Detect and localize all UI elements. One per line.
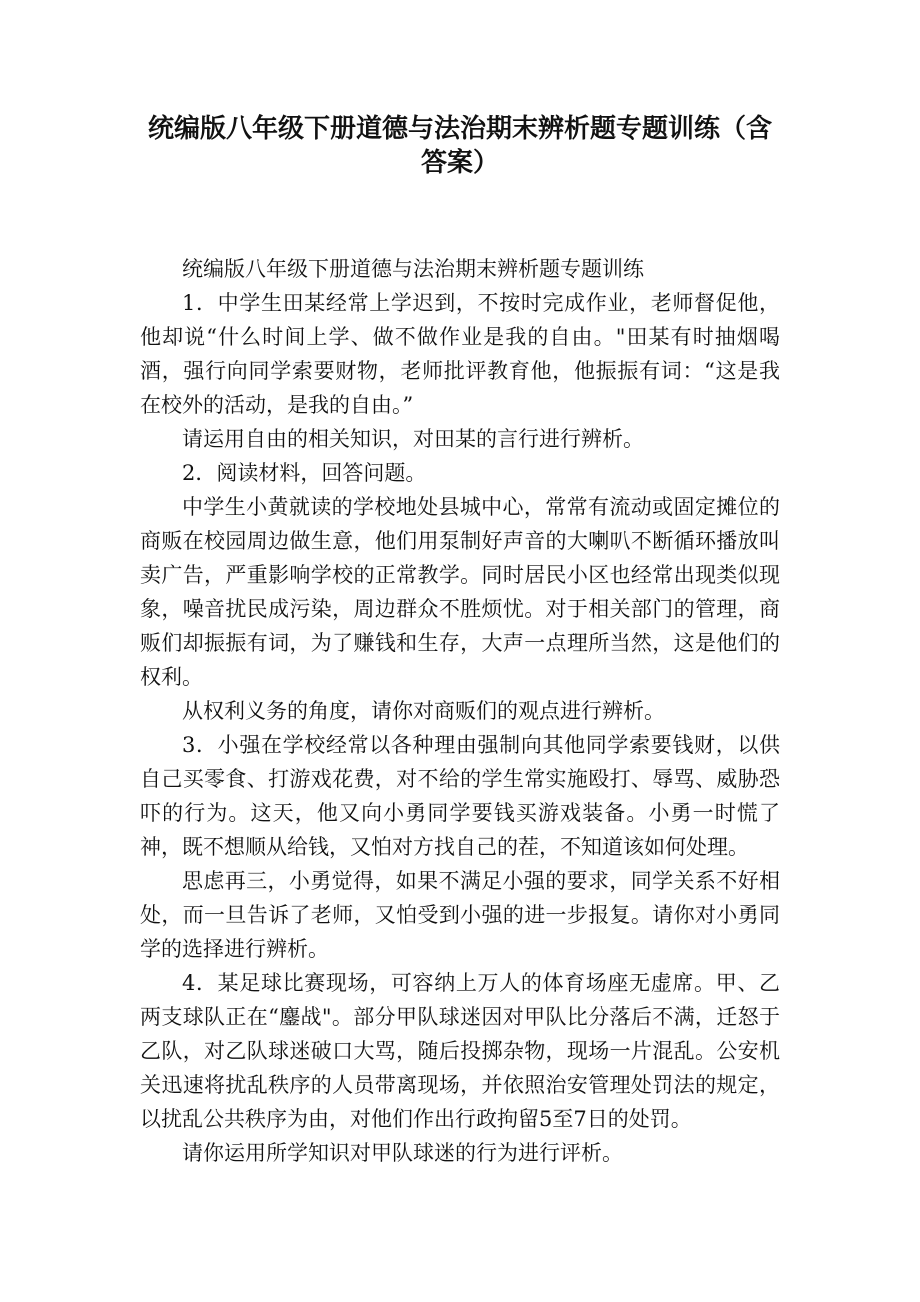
question-1-prompt: 请运用自由的相关知识，对田某的言行进行辨析。	[182, 427, 644, 451]
question-3-prompt: 思虑再三，小勇觉得，如果不满足小强的要求，同学关系不好相处，而一旦告诉了老师，又怕受到小强的进一步报复。请你对小勇同学的选择进行辨析。	[140, 869, 780, 961]
question-4-prompt: 请你运用所学知识对甲队球迷的行为进行评析。	[182, 1141, 623, 1165]
subtitle-paragraph: 统编版八年级下册道德与法治期末辨析题专题训练	[182, 257, 644, 281]
document-body	[140, 252, 780, 1170]
question-4-paragraph: 4．某足球比赛现场，可容纳上万人的体育场座无虚席。甲、乙两支球队正在“鏖战"。部分甲队球迷因对甲队比分落后不满，迁怒于乙队，对乙队球迷破口大骂，随后投掷杂物，现场一片混乱。公安机关迅速将扰乱秩序的人员带离现场，并依照治安管理处罚法的规定，以扰乱公共秩序为由，对他们作出行政拘留5至7日的处罚。	[140, 971, 780, 1131]
question-1-paragraph: 1．中学生田某经常上学迟到，不按时完成作业，老师督促他，他却说“什么时间上学、做不做作业是我的自由。"田某有时抽烟喝酒，强行向同学索要财物，老师批评教育他，他振振有词：“这是我在校外的活动，是我的自由。”	[140, 291, 780, 417]
document-title: 统编版八年级下册道德与法治期末辨析题专题训练（含答案）	[147, 114, 772, 178]
question-2-prompt: 从权利义务的角度，请你对商贩们的观点进行辨析。	[182, 699, 665, 723]
question-3-paragraph: 3．小强在学校经常以各种理由强制向其他同学索要钱财，以供自己买零食、打游戏花费，对不给的学生常实施殴打、辱骂、威胁恐吓的行为。这天，他又向小勇同学要钱买游戏装备。小勇一时慌了神，既不想顺从给钱，又怕对方找自己的茬，不知道该如何处理。	[140, 733, 780, 859]
question-2-heading: 2．阅读材料，回答问题。	[182, 461, 427, 485]
question-2-material: 中学生小黄就读的学校地处县城中心，常常有流动或固定摊位的商贩在校园周边做生意，他们用泵制好声音的大喇叭不断循环播放叫卖广告，严重影响学校的正常教学。同时居民小区也经常出现类似现象，噪音扰民成污染，周边群众不胜烦忧。对于相关部门的管理，商贩们却振振有词，为了赚钱和生存，大声一点理所当然，这是他们的权利。	[140, 495, 780, 689]
